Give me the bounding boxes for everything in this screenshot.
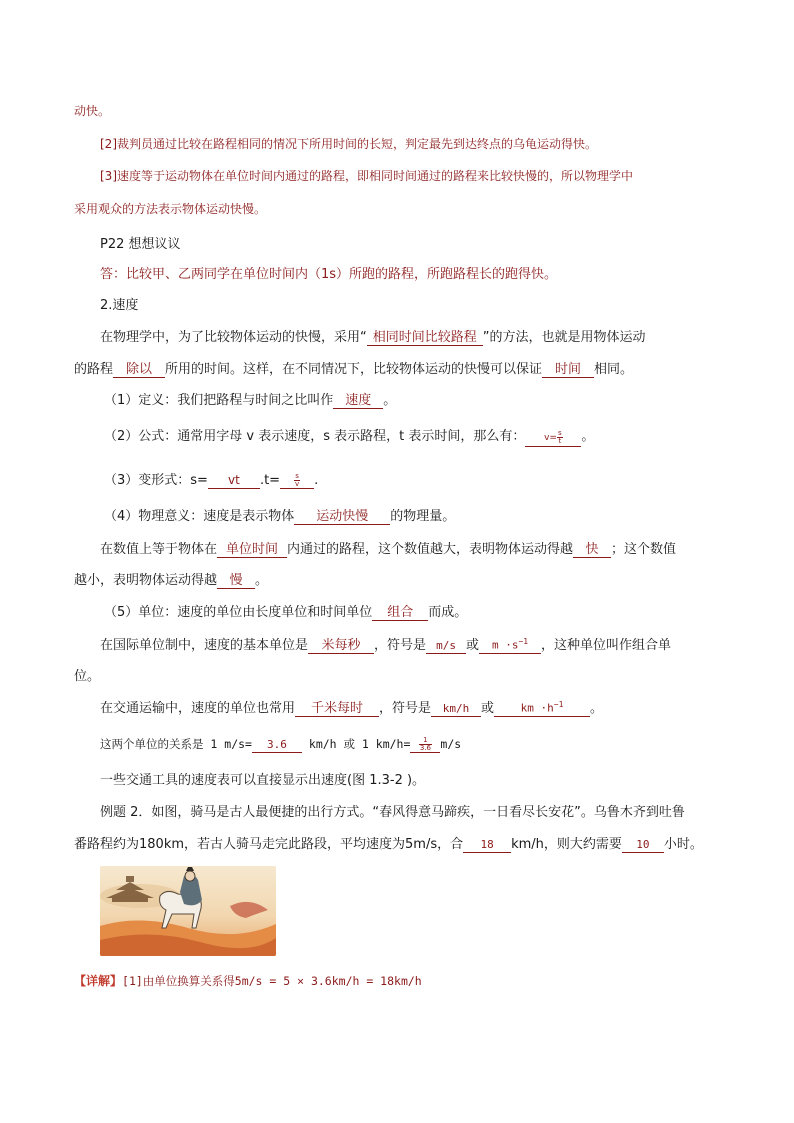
variant-line xyxy=(104,469,318,489)
fraction-s-over-v xyxy=(294,473,300,488)
definition-text-b: 。 xyxy=(383,393,397,408)
blank-m-s-inverse xyxy=(479,634,541,654)
traffic-unit-exponent: −1 xyxy=(553,700,564,710)
fraction-numerator: 1 xyxy=(419,737,432,745)
unit-text-b: 而成。 xyxy=(428,605,468,620)
example-unit: km/h xyxy=(511,837,544,852)
formula-line xyxy=(104,425,594,447)
blank-10: 10 xyxy=(622,837,664,853)
intro-text-d: 所用的时间。这样，在不同情况下，比较物体运动的快慢可以保证 xyxy=(165,362,543,377)
fraction-denominator: 3.6 xyxy=(419,744,431,752)
relation-text-a: 这两个单位的关系是 1 m/s= xyxy=(100,737,252,751)
meaning-text-a: （4）物理意义：速度是表示物体 xyxy=(104,509,295,524)
numeric-text-b: 内通过的路程，这个数值越大，表明物体运动得越 xyxy=(287,542,574,557)
fraction-numerator: s xyxy=(295,472,299,480)
dashboard-line: 一些交通工具的速度表可以直接显示出速度(图 1.3-2 )。 xyxy=(100,773,426,788)
blank-unit-time: 单位时间 xyxy=(217,542,287,558)
numeric-line1 xyxy=(100,538,676,558)
si-line2: 位。 xyxy=(74,669,101,684)
blank-vt: vt xyxy=(208,473,260,489)
fraction-denominator: v xyxy=(294,480,300,488)
detail-tag: 【详解】 xyxy=(74,974,123,988)
fraction-1-over-3-6 xyxy=(419,737,432,752)
si-text-d: ，这种单位叫作组合单 xyxy=(541,638,672,653)
traffic-text-c: 或 xyxy=(481,701,495,716)
example-text-c: ，则大约需要 xyxy=(543,837,622,852)
blank-slow: 慢 xyxy=(217,573,255,589)
blank-speed: 速度 xyxy=(333,393,383,409)
si-text-b: ，符号是 xyxy=(374,638,427,653)
paragraph-judge: [2]裁判员通过比较在路程相同的情况下所用时间的长短，判定最先到达终点的乌龟运动得快。 xyxy=(100,137,598,151)
paragraph-continuation: 动快。 xyxy=(74,104,111,118)
blank-m-s: m/s xyxy=(426,638,466,654)
blank-combine: 组合 xyxy=(372,605,428,621)
detail-text: [1]由单位换算关系得5m/s = 5 × 3.6km/h = 18km/h xyxy=(122,974,422,988)
relation-text-c: m/s xyxy=(440,737,462,751)
example-text-b: 番路程约为180km，若古人骑马走完此路段，平均速度为5m/s，合 xyxy=(74,837,464,852)
blank-t xyxy=(280,473,314,489)
unit-line xyxy=(104,601,467,621)
numeric-text-e: 。 xyxy=(255,573,269,588)
blank-3-6: 3.6 xyxy=(252,737,302,753)
meaning-text-b: 的物理量。 xyxy=(390,509,456,524)
traffic-text-d: 。 xyxy=(590,701,604,716)
paragraph-speed-line1: [3]速度等于运动物体在单位时间内通过的路程，即相同时间通过的路程来比较快慢的，所以物理学中 xyxy=(100,169,634,183)
section-title: 2.速度 xyxy=(100,298,139,313)
discussion-answer: 答：比较甲、乙两同学在单位时间内（1s）所跑的路程，所跑路程长的跑得快。 xyxy=(100,267,558,282)
horse-rider-picture xyxy=(100,866,276,956)
variant-text-c: . xyxy=(314,473,319,488)
blank-km-h: km/h xyxy=(431,701,481,717)
example-line1: 例题 2．如图，骑马是古人最便捷的出行方式。“春风得意马蹄疾，一日看尽长安花”。乌鲁木齐到吐鲁 xyxy=(100,805,685,820)
numeric-text-a: 在数值上等于物体在 xyxy=(100,542,218,557)
traffic-unit-base: km ·h xyxy=(520,702,554,715)
meaning-line xyxy=(104,505,455,525)
blank-fast: 快 xyxy=(573,542,611,558)
formula-text-a: （2）公式：通常用字母 v 表示速度，s 表示路程，t 表示时间，那么有： xyxy=(104,429,526,444)
blank-time: 时间 xyxy=(542,362,594,378)
paragraph-speed-line2: 采用观众的方法表示物体运动快慢。 xyxy=(74,202,267,216)
variant-text-b: .t= xyxy=(259,473,281,488)
blank-formula xyxy=(525,430,581,447)
numeric-line2 xyxy=(74,569,268,589)
blank-fraction xyxy=(410,737,440,753)
fraction-s-over-t xyxy=(557,430,563,445)
detail-line xyxy=(74,972,422,989)
definition-line xyxy=(104,389,396,409)
blank-method: 相同时间比较路程 xyxy=(367,330,483,346)
discussion-heading: P22 想想议议 xyxy=(100,237,181,252)
si-unit-exponent: −1 xyxy=(518,637,529,647)
traffic-text-b: ，符号是 xyxy=(379,701,432,716)
blank-km-per-hour: 千米每时 xyxy=(295,701,379,717)
intro-line1 xyxy=(100,326,646,346)
intro-text-b: ”的方法，也就是用物体运动 xyxy=(482,330,646,345)
si-text-a: 在国际单位制中，速度的基本单位是 xyxy=(100,638,309,653)
relation-text-b: km/h 或 1 km/h= xyxy=(301,737,411,751)
blank-meter-per-second: 米每秒 xyxy=(308,638,374,654)
si-unit-base: m ·s xyxy=(491,639,519,652)
blank-divide: 除以 xyxy=(113,362,165,378)
si-line1 xyxy=(100,634,671,654)
blank-motion-speed: 运动快慢 xyxy=(294,509,390,525)
example-text-d: 小时。 xyxy=(663,837,703,852)
formula-v: v= xyxy=(544,433,557,443)
fraction-numerator: s xyxy=(557,429,562,437)
definition-text-a: （1）定义：我们把路程与时间之比叫作 xyxy=(104,393,334,408)
intro-text-e: 相同。 xyxy=(594,362,634,377)
numeric-text-c: ；这个数值 xyxy=(611,542,677,557)
blank-18: 18 xyxy=(463,837,511,853)
intro-text-c: 的路程 xyxy=(74,362,114,377)
intro-text-a: 在物理学中，为了比较物体运动的快慢，采用“ xyxy=(100,330,367,345)
intro-line2 xyxy=(74,358,633,378)
traffic-text-a: 在交通运输中，速度的单位也常用 xyxy=(100,701,296,716)
fraction-denominator: t xyxy=(558,437,562,445)
traffic-line xyxy=(100,697,603,717)
blank-km-h-inverse xyxy=(494,697,590,717)
horse-rider-illustration xyxy=(100,866,276,956)
numeric-text-d: 越小，表明物体运动得越 xyxy=(74,573,218,588)
relation-line xyxy=(100,736,461,753)
unit-text-a: （5）单位：速度的单位由长度单位和时间单位 xyxy=(104,605,373,620)
formula-text-b: 。 xyxy=(581,429,595,444)
variant-text-a: （3）变形式：s= xyxy=(104,473,208,488)
example-line2 xyxy=(74,833,703,853)
si-text-c: 或 xyxy=(466,638,480,653)
